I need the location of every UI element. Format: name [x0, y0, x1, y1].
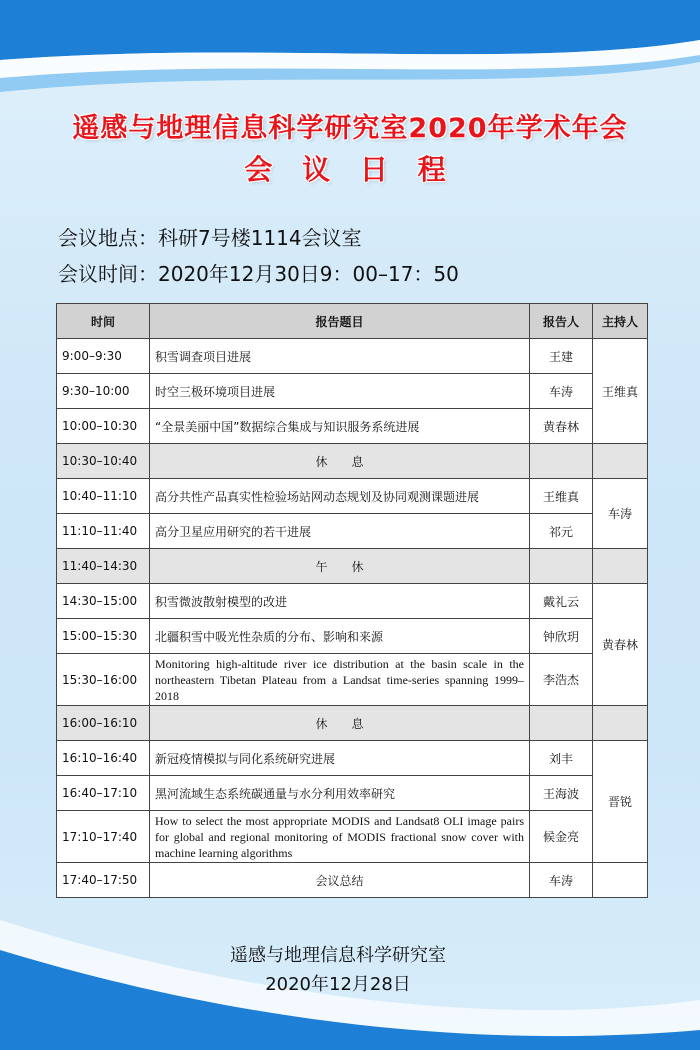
meeting-location: 会议地点：科研7号楼1114会议室 [58, 226, 362, 250]
row-topic: 休 息 [150, 444, 530, 479]
row-time: 15:00–15:30 [57, 619, 150, 654]
row-host: 黄春林 [593, 584, 648, 706]
row-speaker: 戴礼云 [530, 584, 593, 619]
row-time: 11:40–14:30 [57, 549, 150, 584]
table-row [57, 776, 648, 811]
row-time: 10:40–11:10 [57, 479, 150, 514]
table-row [57, 514, 648, 549]
table-row [57, 479, 648, 514]
schedule-table [56, 303, 648, 898]
row-topic: How to select the most appropriate MODIS and Landsat8 OLI image pairs for global and regional monitoring of MODIS fractional snow cover with machine learning algorithms [150, 811, 530, 863]
table-row [57, 374, 648, 409]
table-row [57, 339, 648, 374]
row-speaker [530, 706, 593, 741]
row-time: 17:40–17:50 [57, 863, 150, 898]
row-host: 车涛 [593, 479, 648, 549]
row-topic: 北疆积雪中吸光性杂质的分布、影响和来源 [150, 619, 530, 654]
page-subtitle: 会 议 日 程 [244, 153, 456, 186]
page-title: 遥感与地理信息科学研究室2020年学术年会 [72, 113, 628, 144]
table-header-row [57, 304, 648, 339]
footer-date: 2020年12月28日 [265, 974, 411, 995]
row-time: 14:30–15:00 [57, 584, 150, 619]
table-row [57, 584, 648, 619]
table-row [57, 863, 648, 898]
row-speaker: 钟欣玥 [530, 619, 593, 654]
row-host [593, 706, 648, 741]
row-speaker: 刘丰 [530, 741, 593, 776]
row-topic: Monitoring high-altitude river ice distribution at the basin scale in the northeastern Tibetan Plateau from a Landsat time-series spanning 1999–2018 [150, 654, 530, 706]
table-row [57, 409, 648, 444]
row-topic: 积雪微波散射模型的改进 [150, 584, 530, 619]
row-host [593, 549, 648, 584]
row-time: 16:00–16:10 [57, 706, 150, 741]
row-time: 10:30–10:40 [57, 444, 150, 479]
row-topic: “全景美丽中国”数据综合集成与知识服务系统进展 [150, 409, 530, 444]
top-wave-decoration [0, 0, 700, 110]
table-row [57, 741, 648, 776]
row-speaker: 候金亮 [530, 811, 593, 863]
row-topic: 新冠疫情模拟与同化系统研究进展 [150, 741, 530, 776]
row-host: 晋锐 [593, 741, 648, 863]
row-topic: 会议总结 [150, 863, 530, 898]
row-time: 10:00–10:30 [57, 409, 150, 444]
row-speaker: 车涛 [530, 374, 593, 409]
row-topic: 高分卫星应用研究的若干进展 [150, 514, 530, 549]
row-topic: 时空三极环境项目进展 [150, 374, 530, 409]
header-host: 主持人 [593, 304, 648, 339]
meeting-time: 会议时间：2020年12月30日9：00–17：50 [58, 262, 459, 286]
row-speaker: 王海波 [530, 776, 593, 811]
row-time: 11:10–11:40 [57, 514, 150, 549]
row-time: 16:10–16:40 [57, 741, 150, 776]
row-speaker [530, 444, 593, 479]
header-time: 时间 [57, 304, 150, 339]
table-row [57, 619, 648, 654]
break-row [57, 706, 648, 741]
row-speaker: 王维真 [530, 479, 593, 514]
header-speaker: 报告人 [530, 304, 593, 339]
row-time: 9:30–10:00 [57, 374, 150, 409]
row-time: 9:00–9:30 [57, 339, 150, 374]
row-speaker: 李浩杰 [530, 654, 593, 706]
row-speaker: 黄春林 [530, 409, 593, 444]
row-host: 王维真 [593, 339, 648, 444]
row-topic: 高分共性产品真实性检验场站网动态规划及协同观测课题进展 [150, 479, 530, 514]
footer-organization: 遥感与地理信息科学研究室 [230, 945, 446, 966]
table-row [57, 811, 648, 863]
row-speaker: 车涛 [530, 863, 593, 898]
row-time: 15:30–16:00 [57, 654, 150, 706]
row-time: 17:10–17:40 [57, 811, 150, 863]
table-row [57, 654, 648, 706]
row-topic: 午 休 [150, 549, 530, 584]
row-topic: 黑河流域生态系统碳通量与水分利用效率研究 [150, 776, 530, 811]
row-topic: 休 息 [150, 706, 530, 741]
row-host [593, 444, 648, 479]
break-row [57, 444, 648, 479]
row-speaker: 祁元 [530, 514, 593, 549]
row-speaker [530, 549, 593, 584]
row-host [593, 863, 648, 898]
row-topic: 积雪调查项目进展 [150, 339, 530, 374]
break-row [57, 549, 648, 584]
row-time: 16:40–17:10 [57, 776, 150, 811]
row-speaker: 王建 [530, 339, 593, 374]
header-topic: 报告题目 [150, 304, 530, 339]
